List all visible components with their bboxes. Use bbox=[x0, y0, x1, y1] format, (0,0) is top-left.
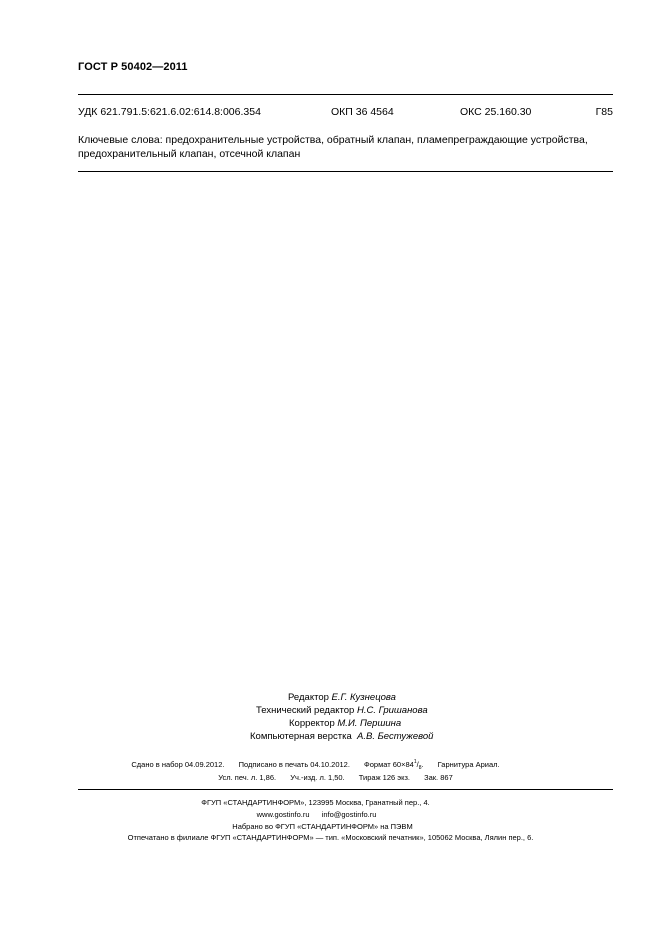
publisher-contacts bbox=[0, 810, 647, 819]
credit-editor-name: Е.Г. Кузнецова bbox=[331, 692, 396, 703]
publisher-typeset: Набрано во ФГУП «СТАНДАРТИНФОРМ» на ПЭВМ bbox=[232, 822, 413, 831]
credit-proofreader-role: Корректор bbox=[289, 718, 335, 729]
credit-tech-editor bbox=[240, 704, 440, 717]
keywords bbox=[78, 133, 618, 161]
keywords-line-2: предохранительный клапан, отсечной клапан bbox=[78, 148, 301, 160]
keywords-line-1: Ключевые слова: предохранительные устройства, обратный клапан, пламепреграждающие устройства, bbox=[78, 134, 588, 146]
imprint-format-den: 8 bbox=[418, 765, 422, 771]
udk-code: УДК 621.791.5:621.6.02:614.8:006.354 bbox=[78, 106, 261, 118]
credit-layout-name: А.В. Бестужевой bbox=[357, 731, 434, 742]
imprint-pub-sheets: Уч.-изд. л. 1,50. bbox=[290, 773, 345, 782]
imprint-divider bbox=[78, 789, 613, 790]
credit-proofreader-name: М.И. Першина bbox=[337, 718, 402, 729]
credit-editor-role: Редактор bbox=[288, 692, 329, 703]
imprint-line-1 bbox=[0, 759, 646, 771]
imprint-format-prefix: Формат 60×84 bbox=[364, 760, 414, 769]
imprint-line-2 bbox=[5, 773, 661, 782]
credit-tech-editor-name: Н.С. Гришанова bbox=[356, 705, 428, 716]
okp-code: ОКП 36 4564 bbox=[331, 106, 394, 118]
credit-tech-editor-role: Технический редактор bbox=[256, 705, 355, 716]
imprint-typeface: Гарнитура Ариал. bbox=[437, 760, 500, 769]
publisher-website: www.gostinfo.ru bbox=[256, 810, 310, 819]
publisher-printed: Отпечатано в филиале ФГУП «СТАНДАРТИНФОРМ» — тип. «Московский печатник», 105062 Москва, Лялин пер., 6. bbox=[127, 833, 534, 842]
imprint-print-run: Тираж 126 экз. bbox=[358, 773, 410, 782]
credit-layout bbox=[240, 730, 440, 743]
imprint-format-num: 1 bbox=[413, 759, 417, 765]
keywords-divider bbox=[78, 171, 613, 172]
credit-proofreader bbox=[240, 717, 440, 730]
imprint-submitted: Сдано в набор 04.09.2012. bbox=[131, 760, 225, 769]
publisher-address: ФГУП «СТАНДАРТИНФОРМ», 123995 Москва, Гранатный пер., 4. bbox=[201, 798, 430, 807]
top-divider bbox=[78, 94, 613, 95]
category-code: Г85 bbox=[595, 106, 613, 118]
document-id: ГОСТ Р 50402—2011 bbox=[78, 61, 188, 73]
imprint-order: Зак. 867 bbox=[424, 773, 453, 782]
imprint-signed: Подписано в печать 04.10.2012. bbox=[238, 760, 350, 769]
credit-layout-role: Компьютерная верстка bbox=[250, 731, 352, 742]
classification-row bbox=[78, 106, 613, 120]
oks-code: ОКС 25.160.30 bbox=[460, 106, 532, 118]
credit-editor bbox=[240, 691, 440, 704]
imprint-format: Формат $60\times 84^1/_8$. bbox=[364, 759, 424, 771]
publisher-email: info@gostinfo.ru bbox=[321, 810, 377, 819]
imprint-format-suffix: . bbox=[421, 760, 424, 769]
imprint-sheets: Усл. печ. л. 1,86. bbox=[218, 773, 277, 782]
credits-block bbox=[240, 691, 440, 743]
